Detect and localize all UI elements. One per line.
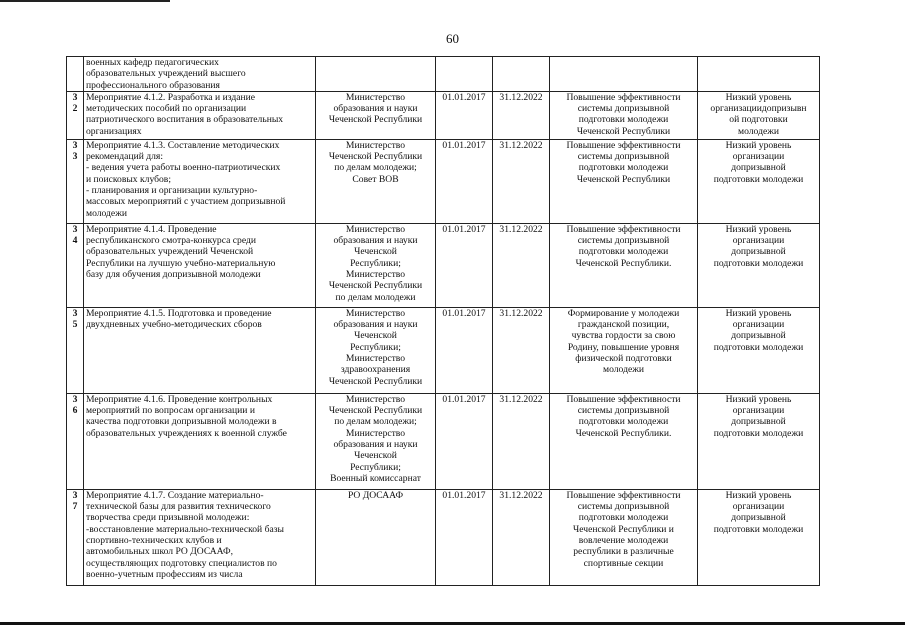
start-date-text: 01.01.2017 (442, 307, 486, 319)
expected-result-line: Чеченской Республики (576, 125, 671, 137)
row-number-cell (67, 223, 84, 307)
expected-result-cell (550, 57, 698, 92)
measure-title-line: мероприятий по вопросам организации и (86, 405, 255, 417)
measure-title-line: военно-учетным профессиям из числа (86, 568, 243, 580)
executor-line: Министерство (345, 427, 406, 439)
measure-title-line: образовательных учреждений высшего (86, 68, 246, 80)
expected-result-line: системы допризывной (577, 235, 670, 247)
risk-line: допризывной (731, 512, 786, 524)
executor-line: образования и науки (333, 439, 418, 451)
executor-line: Чеченской Республики (328, 114, 423, 126)
measure-title-line: Республики на лучшую учебно-материальную (86, 257, 276, 269)
start-date-cell (436, 223, 493, 307)
executor-line: Чеченской Республики (328, 280, 423, 292)
end-date-cell (493, 489, 550, 585)
start-date-text: 01.01.2017 (442, 393, 486, 405)
start-date-cell (436, 393, 493, 489)
risk-cell (698, 393, 820, 489)
page-number: 60 (446, 31, 459, 46)
table-row (67, 223, 820, 307)
expected-result-line: республики в различные (573, 546, 674, 558)
expected-result-line: Повышение эффективности (566, 91, 681, 103)
executor-line: Чеченской (354, 450, 397, 462)
expected-result-line: подготовки молодежи (578, 416, 669, 428)
expected-result-line: Родину, повышение уровня (567, 341, 680, 353)
risk-cell (698, 139, 820, 223)
expected-result-line: подготовки молодежи (578, 512, 669, 524)
end-date-text: 31.12.2022 (499, 223, 543, 235)
measure-title-line: Мероприятие 4.1.2. Разработка и издание (86, 91, 256, 103)
measure-title-line: качества подготовки допризывной молодежи в (86, 416, 277, 428)
measure-title-line: патриотического воспитания в образовательных (86, 114, 284, 126)
risk-line: Низкий уровень (725, 393, 792, 405)
row-number-cell (67, 489, 84, 585)
table-row (67, 489, 820, 585)
end-date-cell (493, 393, 550, 489)
end-date-text: 31.12.2022 (499, 307, 543, 319)
risk-line: организациидопризывн (710, 103, 807, 115)
expected-result-line: чувства гордости за свою (571, 330, 676, 342)
table-row (67, 139, 820, 223)
row-number-cell (67, 91, 84, 139)
risk-line: подготовки молодежи (713, 341, 804, 353)
expected-result-cell (550, 139, 698, 223)
measure-title-cell (84, 393, 316, 489)
risk-line: организации (732, 151, 785, 163)
executor-line: Чеченской (354, 330, 397, 342)
executor-cell (316, 91, 436, 139)
executor-cell (316, 57, 436, 92)
risk-line: организации (732, 405, 785, 417)
expected-result-line: молодежи (603, 364, 644, 376)
row-number-line: 5 (72, 319, 78, 331)
executor-line: Министерство (345, 139, 406, 151)
expected-result-cell (550, 393, 698, 489)
end-date-text: 31.12.2022 (499, 393, 543, 405)
expected-result-line: Чеченской Республики и (573, 523, 674, 535)
expected-result-line: системы допризывной (577, 405, 670, 417)
executor-line: образования и науки (333, 319, 418, 331)
table-row (67, 91, 820, 139)
risk-cell (698, 223, 820, 307)
expected-result-line: Повышение эффективности (566, 393, 681, 405)
measure-title-line: Мероприятие 4.1.4. Проведение (86, 223, 217, 235)
expected-result-line: вовлечение молодежи (578, 535, 669, 547)
executor-line: РО ДОСААФ (347, 489, 404, 501)
measure-title-line: образовательных учреждений Чеченской (86, 246, 254, 258)
table-row (67, 57, 820, 92)
row-number-line: 3 (72, 307, 78, 319)
measure-title-line: Мероприятие 4.1.6. Проведение контрольных (86, 393, 273, 405)
measures-table (66, 56, 820, 586)
start-date-text: 01.01.2017 (442, 223, 486, 235)
executor-cell (316, 139, 436, 223)
expected-result-line: физической подготовки (575, 353, 672, 365)
expected-result-line: системы допризывной (577, 103, 670, 115)
row-number-cell (67, 139, 84, 223)
row-number-cell (67, 57, 84, 92)
expected-result-line: спортивные секции (583, 557, 664, 569)
measure-title-cell (84, 57, 316, 92)
measure-title-line: Мероприятие 4.1.3. Составление методических (86, 139, 280, 151)
executor-line: образования и науки (333, 103, 418, 115)
measure-title-cell (84, 489, 316, 585)
row-number-line: 3 (72, 139, 78, 151)
risk-line: допризывной (731, 162, 786, 174)
start-date-text: 01.01.2017 (442, 489, 486, 501)
end-date-cell (493, 307, 550, 393)
measure-title-cell (84, 223, 316, 307)
start-date-text: 01.01.2017 (442, 139, 486, 151)
expected-result-line: системы допризывной (577, 501, 670, 513)
risk-cell (698, 307, 820, 393)
start-date-cell (436, 57, 493, 92)
expected-result-cell (550, 307, 698, 393)
measure-title-line: профессионального образования (86, 79, 220, 91)
measure-title-line: - планирования и организации культурно- (86, 185, 258, 197)
risk-line: подготовки молодежи (713, 427, 804, 439)
expected-result-line: подготовки молодежи (578, 246, 669, 258)
start-date-cell (436, 91, 493, 139)
expected-result-line: Повышение эффективности (566, 489, 681, 501)
row-number-line: 6 (72, 405, 78, 417)
end-date-cell (493, 57, 550, 92)
risk-line: подготовки молодежи (713, 257, 804, 269)
measure-title-line: Мероприятие 4.1.7. Создание материально- (86, 489, 264, 501)
measure-title-line: -восстановление материально-технической базы (86, 523, 284, 535)
expected-result-line: подготовки молодежи (578, 114, 669, 126)
executor-line: Военный комиссарнат (330, 472, 421, 484)
measure-title-cell (84, 139, 316, 223)
risk-line: подготовки молодежи (713, 523, 804, 535)
executor-line: Чеченской Республики (328, 375, 423, 387)
row-number-line: 3 (72, 91, 78, 103)
row-number-line: 3 (72, 223, 78, 235)
measure-title-line: организациях (86, 125, 142, 137)
measure-title-line: - ведения учета работы военно-патриотических (86, 162, 281, 174)
measure-title-line: военных кафедр педагогических (86, 57, 219, 68)
measure-title-line: технической базы для развития технического (86, 501, 271, 513)
executor-cell (316, 223, 436, 307)
measure-title-line: рекомендаций для: (86, 151, 163, 163)
risk-line: Низкий уровень (725, 307, 792, 319)
executor-line: здравоохранения (340, 364, 411, 376)
executor-line: Министерство (345, 269, 406, 281)
expected-result-line: Повышение эффективности (566, 223, 681, 235)
row-number-cell (67, 393, 84, 489)
measure-title-line: и поисковых клубов; (86, 173, 171, 185)
measure-title-line: спортивно-технических клубов и (86, 535, 222, 547)
expected-result-line: Формирование у молодежи (567, 307, 680, 319)
row-number-cell (67, 307, 84, 393)
risk-line: молодежи (738, 125, 779, 137)
risk-line: допризывной (731, 330, 786, 342)
risk-line: организации (732, 501, 785, 513)
row-number-line: 2 (72, 103, 78, 115)
start-date-text: 01.01.2017 (442, 91, 486, 103)
measure-title-line: массовых мероприятий с участием допризывной (86, 196, 286, 208)
start-date-cell (436, 307, 493, 393)
executor-cell (316, 393, 436, 489)
table-row (67, 307, 820, 393)
measure-title-cell (84, 307, 316, 393)
risk-line: допризывной (731, 416, 786, 428)
expected-result-line: гражданской позиции, (577, 319, 670, 331)
expected-result-line: подготовки молодежи (578, 162, 669, 174)
executor-line: по делам молодежи; (334, 416, 417, 428)
start-date-cell (436, 139, 493, 223)
measure-title-line: двухдневных учебно-методических сборов (86, 319, 262, 331)
measure-title-line: молодежи (86, 207, 127, 219)
risk-line: допризывной (731, 246, 786, 258)
executor-line: Республики; (350, 257, 401, 269)
executor-cell (316, 307, 436, 393)
measure-title-line: республиканского смотра-конкурса среди (86, 235, 256, 247)
expected-result-line: Чеченской Республики (576, 173, 671, 185)
row-number-line: 4 (72, 235, 78, 247)
row-number-line: 7 (72, 501, 78, 513)
executor-line: Республики; (350, 461, 401, 473)
measure-title-line: автомобильных школ РО ДОСААФ, (86, 546, 233, 558)
measure-title-line: методических пособий по организации (86, 103, 247, 115)
measure-title-line: образовательных учреждениях к военной службе (86, 427, 287, 439)
measure-title-cell (84, 91, 316, 139)
row-number-line: 3 (72, 393, 78, 405)
top-rule (0, 0, 170, 2)
risk-cell (698, 91, 820, 139)
executor-line: Министерство (345, 223, 406, 235)
end-date-cell (493, 223, 550, 307)
start-date-cell (436, 489, 493, 585)
executor-line: Министерство (345, 307, 406, 319)
risk-line: организации (732, 235, 785, 247)
risk-line: Низкий уровень (725, 91, 792, 103)
risk-line: подготовки молодежи (713, 173, 804, 185)
expected-result-line: Чеченской Республики. (575, 427, 672, 439)
end-date-cell (493, 139, 550, 223)
measure-title-line: базу для обучения допризывной молодежи (86, 269, 261, 281)
expected-result-cell (550, 489, 698, 585)
row-number-line: 3 (72, 151, 78, 163)
end-date-text: 31.12.2022 (499, 489, 543, 501)
expected-result-cell (550, 91, 698, 139)
measure-title-line: творчества среди призывной молодежи: (86, 512, 250, 524)
executor-line: Министерство (345, 91, 406, 103)
executor-line: Республики; (350, 341, 401, 353)
risk-line: Низкий уровень (725, 223, 792, 235)
executor-line: Министерство (345, 353, 406, 365)
executor-line: по делам молодежи (335, 291, 416, 303)
executor-line: Министерство (345, 393, 406, 405)
executor-line: Чеченской (354, 246, 397, 258)
risk-line: Низкий уровень (725, 139, 792, 151)
table-row (67, 393, 820, 489)
executor-line: по делам молодежи; (334, 162, 417, 174)
bottom-rule (0, 622, 905, 625)
end-date-text: 31.12.2022 (499, 91, 543, 103)
end-date-cell (493, 91, 550, 139)
row-number-line: 3 (72, 489, 78, 501)
risk-line: Низкий уровень (725, 489, 792, 501)
expected-result-line: Повышение эффективности (566, 139, 681, 151)
measure-title-line: осуществляющих подготовку специалистов по (86, 557, 277, 569)
expected-result-cell (550, 223, 698, 307)
end-date-text: 31.12.2022 (499, 139, 543, 151)
executor-line: Совет ВОВ (352, 173, 399, 185)
risk-cell (698, 57, 820, 92)
risk-line: организации (732, 319, 785, 331)
executor-cell (316, 489, 436, 585)
executor-line: Чеченской Республики (328, 405, 423, 417)
measure-title-line: Мероприятие 4.1.5. Подготовка и проведение (86, 307, 272, 319)
expected-result-line: Чеченской Республики. (575, 257, 672, 269)
executor-line: Чеченской Республики (328, 151, 423, 163)
expected-result-line: системы допризывной (577, 151, 670, 163)
executor-line: образования и науки (333, 235, 418, 247)
risk-cell (698, 489, 820, 585)
risk-line: ой подготовки (729, 114, 788, 126)
